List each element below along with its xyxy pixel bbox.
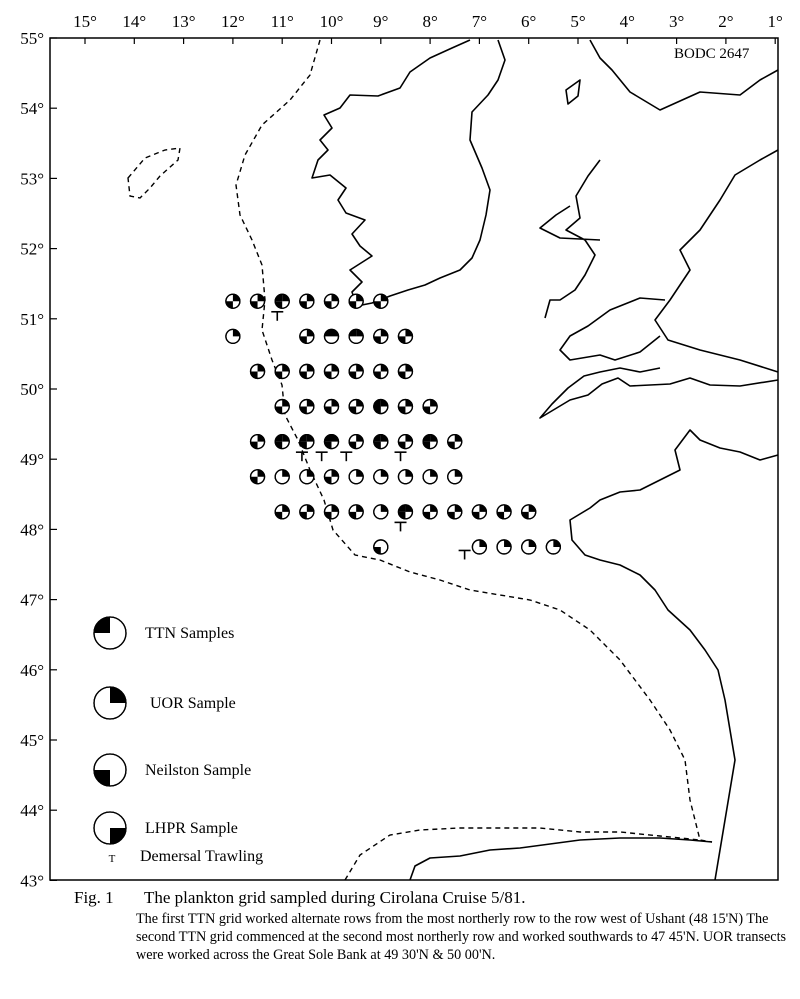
station-symbol [497,540,511,554]
station-symbol [300,505,314,519]
coast-cornwall [540,368,778,418]
station-symbol [300,470,314,484]
station-symbol [325,400,339,414]
lat-tick-label: 48° [20,520,44,540]
lon-tick-label: 5° [570,12,586,31]
station-symbol [522,540,536,554]
legend-label-uor: UOR Sample [150,695,236,712]
station-symbol [374,505,388,519]
station-symbol [275,364,289,378]
station-symbol [300,400,314,414]
station-symbol [300,435,314,449]
station-symbol [325,435,339,449]
station-symbol [349,505,363,519]
coastlines [312,40,778,880]
longitude-ticks [73,12,800,44]
trawl-mark [271,312,283,321]
coast-france [570,430,778,880]
figure-number: Fig. 1 [74,888,114,907]
station-symbol [251,364,265,378]
lat-tick-label: 53° [20,169,44,189]
lat-tick-label: 45° [20,731,44,750]
station-symbol [374,329,388,343]
trawl-mark [395,522,407,531]
lon-tick-label: 8° [422,12,438,31]
station-symbol [448,505,462,519]
latitude-ticks [20,29,57,890]
station-symbol [300,329,314,343]
station-symbol [398,470,412,484]
figure-description: The first TTN grid worked alternate rows from the most northerly row to the row west of Ushant (48 15'N) The second TTN grid commenced at the second most northerly row and worked southwards to 47 45'N. UOR transects were worked across the Great Sole Bank at 49 30'N & 50 00'N. [136,911,787,963]
station-symbol [325,470,339,484]
legend-label-ttn: TTN Samples [145,625,235,642]
station-symbol [325,294,339,308]
legend-symbol-uor [94,687,126,719]
lon-tick-label: 13° [171,12,196,31]
station-symbol [349,400,363,414]
station-symbol [423,400,437,414]
legend-symbol-neilston [94,754,126,786]
station-symbol [251,470,265,484]
lat-tick-label: 50° [20,380,44,399]
station-symbol [398,505,412,519]
station-symbol [325,505,339,519]
lat-tick-label: 43° [20,871,44,891]
station-symbol [522,505,536,519]
lon-tick-label: 2° [718,12,734,31]
legend-label-lhpr: LHPR Sample [145,820,238,837]
lon-tick-label: 4° [619,12,635,31]
station-symbol [275,294,289,308]
lon-tick-label: 11° [270,12,294,31]
station-symbol [374,294,388,308]
figure-title: The plankton grid sampled during Cirolana Cruise 5/81. [144,888,526,907]
coast-spain [410,838,712,880]
lon-tick-label: 14° [122,12,147,31]
station-symbol [398,329,412,343]
station-symbol [226,294,240,308]
station-symbol [275,435,289,449]
station-symbol [472,540,486,554]
station-symbol [251,294,265,308]
lat-tick-label: 47° [20,590,44,610]
station-symbol [423,435,437,449]
dataset-badge: BODC 2647 [674,46,750,62]
station-symbol [546,540,560,554]
shelf-spain [345,828,700,880]
station-symbol [349,470,363,484]
station-symbol [398,435,412,449]
station-symbol [251,435,265,449]
station-symbol [374,435,388,449]
station-symbol [300,294,314,308]
legend-label-trawl: Demersal Trawling [140,848,264,865]
legend-symbol-lhpr [94,812,126,844]
trawl-mark [459,550,471,559]
trawl-layer [271,312,470,560]
station-symbol [398,364,412,378]
station-symbol [275,470,289,484]
trawl-mark [316,452,328,461]
station-symbol [497,505,511,519]
station-symbol [325,329,339,343]
station-layer [226,294,560,554]
island-1 [566,80,580,104]
station-symbol [275,400,289,414]
lon-tick-label: 10° [319,12,344,31]
lat-tick-label: 46° [20,660,44,680]
legend [94,617,263,865]
lat-tick-label: 49° [20,450,44,470]
lon-tick-label: 6° [521,12,537,31]
lat-tick-label: 55° [20,29,44,48]
lon-tick-label: 1° [767,12,783,31]
lon-tick-label: 12° [220,12,245,31]
station-symbol [472,505,486,519]
station-symbol [275,505,289,519]
station-symbol [349,329,363,343]
lat-tick-label: 54° [20,99,44,119]
coast-ireland [312,40,505,306]
station-symbol [374,540,388,554]
station-symbol [325,364,339,378]
lon-tick-label: 7° [471,12,488,31]
lon-tick-label: 15° [73,12,97,31]
station-symbol [226,329,240,343]
station-symbol [300,364,314,378]
station-symbol [398,400,412,414]
station-symbol [448,435,462,449]
lat-tick-label: 52° [20,239,44,259]
map-frame [50,38,778,880]
station-symbol [349,294,363,308]
trawl-mark [395,452,407,461]
station-symbol [423,470,437,484]
lat-tick-label: 51° [20,309,44,329]
station-symbol [448,470,462,484]
lon-tick-label: 3° [668,12,685,31]
lat-tick-label: 44° [20,801,44,821]
coast-britain [540,40,778,372]
station-symbol [349,435,363,449]
station-symbol [374,470,388,484]
lon-tick-label: 9° [373,12,389,31]
shelf-edge [128,40,712,880]
figure-caption [74,888,794,964]
legend-label-neilston: Neilston Sample [145,762,252,779]
station-symbol [423,505,437,519]
rockall-bank [128,148,180,198]
legend-symbol-ttn [94,617,126,649]
station-symbol [374,400,388,414]
trawl-mark [340,452,352,461]
station-symbol [349,364,363,378]
trawl-legend-symbol: T [108,853,116,865]
station-symbol [374,364,388,378]
